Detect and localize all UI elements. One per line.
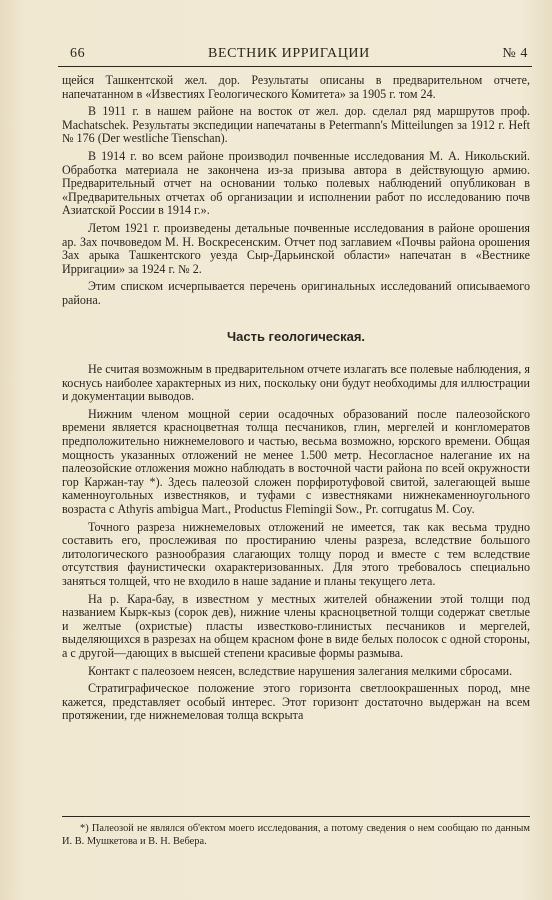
page-header xyxy=(58,44,532,67)
section-heading: Часть геологическая. xyxy=(226,328,366,344)
paragraph-intro-4: Летом 1921 г. произведены детальные почвенные исследования в районе орошения ар. Зах почвоведом М. Н. Воскресенским. Отчет под заглавием «Почвы района орошения Зах арыка Ташкентского уезда Сыр-Дарьинской области» напечатан в «Вестнике Ирригации» за 1924 г. № 2. xyxy=(62,220,530,276)
article-body xyxy=(62,74,530,727)
journal-title: ВЕСТНИК ИРРИГАЦИИ xyxy=(208,46,370,61)
paragraph-geology-3: Точного разреза нижнемеловых отложений не имеется, так как весьма трудно составить его, прослеживая по простиранию члены разреза, вследствие большого литологического разнообразия слагающих толщу пород и вместе с тем вследствие отсутствия фаунистически охарактеризованных. Для этого требовалось специально заняться толщей, что не входило в наше задание и планы текущего лета. xyxy=(62,519,530,588)
issue-number: № 4 xyxy=(502,46,528,61)
page-number: 66 xyxy=(70,46,86,61)
paragraph-geology-4: На р. Кара-бау, в известном у местных жителей обнажении этой толщи под названием Кырк-кыз (сорок дев), нижние члены красноцветной толщи содержат светлые и желтые (охристые) пласты известково-глинистых песчаников и мергелей, выделяющихся в разрезах на общем красном фоне в виде белых полосок с одной стороны, а с другой—дающих в высшей степени красивые формы размыва. xyxy=(62,591,530,660)
footnote-text: *) Палеозой не являлся об'ектом моего исследования, а потому сведения о нем сообщаю по данным И. В. Мушкетова и В. Н. Вебера. xyxy=(62,823,530,847)
paragraph-geology-2: Нижним членом мощной серии осадочных образований после палеозойского времени является красноцветная толща песчаников, глин, мергелей и конгломератов предположительно нижнемелового и частью, весьма возможно, юрского времени. Общая мощность указанных отложений не менее 1.500 метр. Несогласное налегание их на палеозойские отложения можно наблюдать в восточной части района по всей окружности гор Каржан-тау *). Здесь палеозой сложен порфиротуфовой свитой, залегающей выше каменноугольных известняков, и туфами с известняками нижнекаменноугольного возраста с Athyris ambigua Mart., Productus Flemingii Sow., Pr. corrugatus M. Coy. xyxy=(62,406,530,517)
paragraph-geology-6: Стратиграфическое положение этого горизонта светлоокрашенных пород, мне кажется, представляет особый интерес. Этот горизонт достаточно выдержан на всем протяжении, где нижнемеловая толща вскрыта xyxy=(62,681,530,723)
paragraph-geology-5: Контакт с палеозоем неясен, вследствие нарушения залегания мелкими сбросами. xyxy=(88,663,513,678)
paragraph-intro-2: В 1911 г. в нашем районе на восток от жел. дор. сделал ряд маршрутов проф. Machatschek. Результаты экспедиции напечатаны в Petermann's Mitteilungen за 1912 г. Heft № 176 (Der westliche Tienschan). xyxy=(62,104,530,146)
paragraph-geology-1: Не считая возможным в предварительном отчете излагать все полевые наблюдения, я коснусь наиболее характерных из них, поскольку они будут необходимы для иллюстрации и документации выводов. xyxy=(62,362,530,404)
paragraph-intro-1: щейся Ташкентской жел. дор. Результаты описаны в предварительном отчете, напечатанном в «Известиях Геологического Комитета» за 1905 г. том 24. xyxy=(62,73,530,101)
paragraph-intro-5: Этим списком исчерпывается перечень оригинальных исследований описываемого района. xyxy=(62,279,530,307)
footnote xyxy=(62,816,530,848)
paragraph-intro-3: В 1914 г. во всем районе производил почвенные исследования М. А. Никольский. Обработка материала не закончена из-за призыва автора в действующую армию. Предварительный отчет на основании только полевых наблюдений опубликован в «Предварительных отчетах об организации и исполнении работ по исследованию почв Азиатской России в 1914 г.». xyxy=(62,148,530,218)
